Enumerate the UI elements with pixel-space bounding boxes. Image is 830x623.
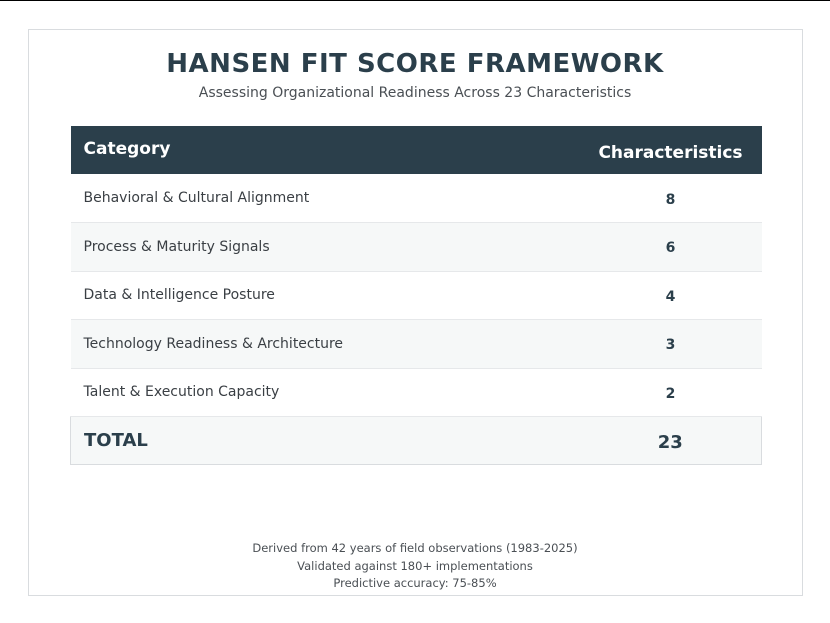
- count-cell: 4: [665, 288, 676, 305]
- footer-line-validation: Validated against 180+ implementations: [297, 558, 533, 573]
- total-label: TOTAL: [84, 430, 148, 451]
- top-rule: [0, 0, 830, 1]
- category-cell: Process & Maturity Signals: [83, 238, 270, 255]
- count-cell: 3: [665, 337, 676, 354]
- footer-notes: [0, 540, 830, 593]
- column-header-characteristics: Characteristics: [598, 143, 743, 163]
- category-cell: Technology Readiness & Architecture: [83, 335, 344, 352]
- category-cell: Talent & Execution Capacity: [83, 384, 280, 401]
- category-cell: Behavioral & Cultural Alignment: [83, 190, 310, 206]
- table-row: [71, 368, 762, 417]
- category-table: [70, 126, 762, 465]
- total-row: [71, 417, 762, 465]
- count-cell: 2: [665, 385, 676, 402]
- page-subtitle: Assessing Organizational Readiness Across 23 Characteristics: [198, 85, 632, 101]
- table-row: [71, 271, 762, 320]
- footer-line-accuracy: Predictive accuracy: 75-85%: [333, 576, 497, 590]
- footer-line-observations: Derived from 42 years of field observations (1983-2025): [252, 541, 578, 555]
- total-count: 23: [657, 431, 683, 453]
- category-cell: Data & Intelligence Posture: [83, 287, 275, 304]
- page-title: HANSEN FIT SCORE FRAMEWORK: [166, 49, 664, 79]
- count-cell: 8: [665, 191, 676, 208]
- table-row: [71, 223, 762, 272]
- column-header-category: Category: [83, 139, 171, 159]
- table-row: [71, 320, 762, 369]
- table-header-row: [71, 126, 762, 174]
- table-row: [71, 174, 762, 223]
- count-cell: 6: [665, 240, 676, 257]
